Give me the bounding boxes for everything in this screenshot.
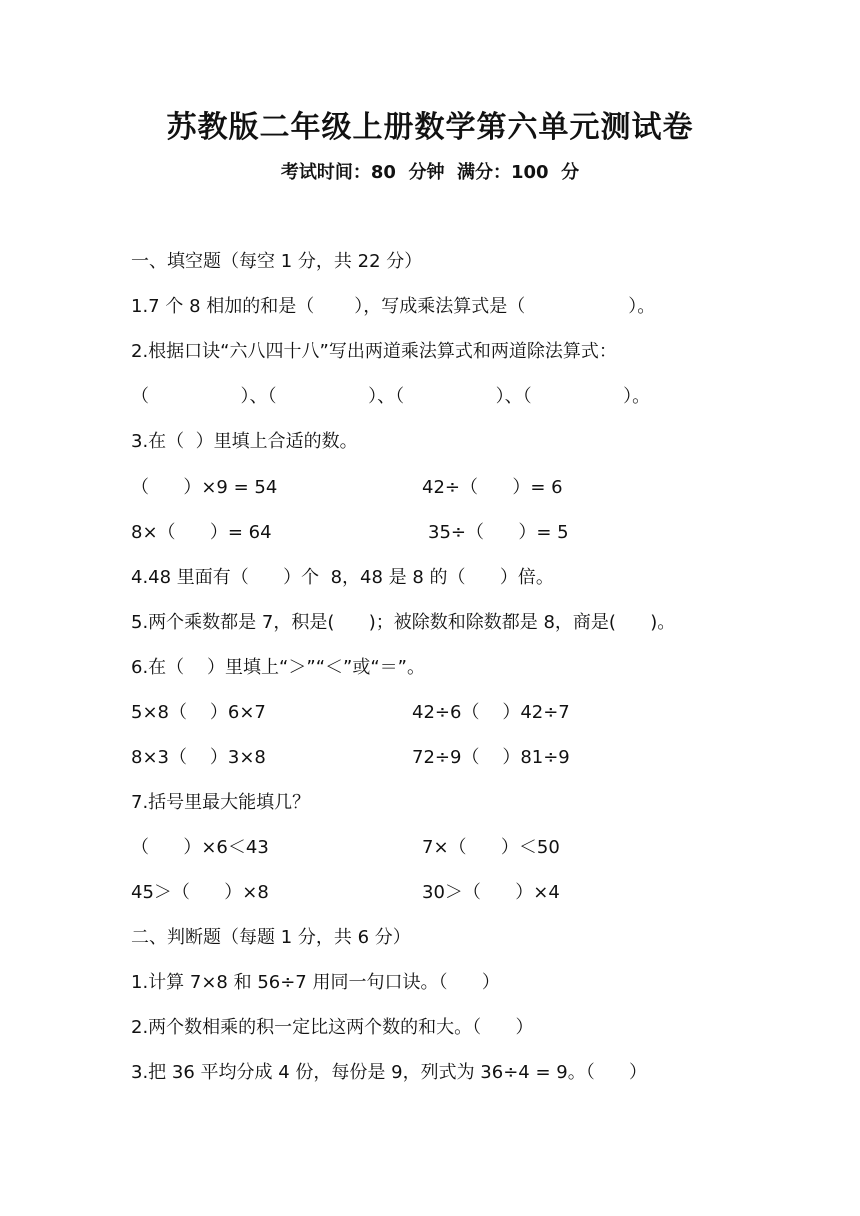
question-1-3: 3.在（ ）里填上合适的数。 (131, 431, 358, 452)
question-1-3-b-left: 8×（ ）= 64 (131, 522, 272, 543)
question-1-7-b-right: 30＞（ ）×4 (422, 882, 560, 903)
exam-info: 考试时间：80 分钟 满分：100 分 (280, 162, 580, 183)
question-1-7-a-left: （ ）×6＜43 (131, 837, 269, 858)
question-1-2: 2.根据口诀“六八四十八”写出两道乘法算式和两道除法算式： (131, 341, 617, 362)
question-1-6: 6.在（ ）里填上“＞”“＜”或“＝”。 (131, 657, 426, 678)
question-1-3-a-right: 42÷（ ）= 6 (422, 477, 563, 498)
question-1-6-b-left: 8×3（ ）3×8 (131, 747, 266, 768)
section-2-heading: 二、判断题（每题 1 分，共 6 分） (131, 927, 411, 948)
question-2-2: 2.两个数相乘的积一定比这两个数的和大。（ ） (131, 1017, 534, 1038)
question-1-7: 7.括号里最大能填几？ (131, 792, 311, 813)
question-1-5: 5.两个乘数都是 7，积是( )；被除数和除数都是 8，商是( )。 (131, 612, 676, 633)
question-1-3-a-left: （ ）×9 = 54 (131, 477, 278, 498)
page-title: 苏教版二年级上册数学第六单元测试卷 (166, 110, 694, 145)
question-2-3: 3.把 36 平均分成 4 份，每份是 9，列式为 36÷4 = 9。（ ） (131, 1062, 648, 1083)
question-2-1: 1.计算 7×8 和 56÷7 用同一句口诀。（ ） (131, 972, 500, 993)
question-1-6-a-right: 42÷6（ ）42÷7 (412, 702, 570, 723)
question-1-6-b-right: 72÷9（ ）81÷9 (412, 747, 570, 768)
question-1-1: 1.7 个 8 相加的和是（ ），写成乘法算式是（ ）。 (131, 296, 656, 317)
question-1-6-a-left: 5×8（ ）6×7 (131, 702, 266, 723)
question-1-7-b-left: 45＞（ ）×8 (131, 882, 269, 903)
question-1-3-b-right: 35÷（ ）= 5 (428, 522, 569, 543)
question-1-4: 4.48 里面有（ ）个 8，48 是 8 的（ ）倍。 (131, 567, 554, 588)
question-1-2-blanks: （ ）、（ ）、（ ）、（ ）。 (131, 386, 651, 407)
question-1-7-a-right: 7×（ ）＜50 (422, 837, 560, 858)
section-1-heading: 一、填空题（每空 1 分，共 22 分） (131, 251, 423, 272)
